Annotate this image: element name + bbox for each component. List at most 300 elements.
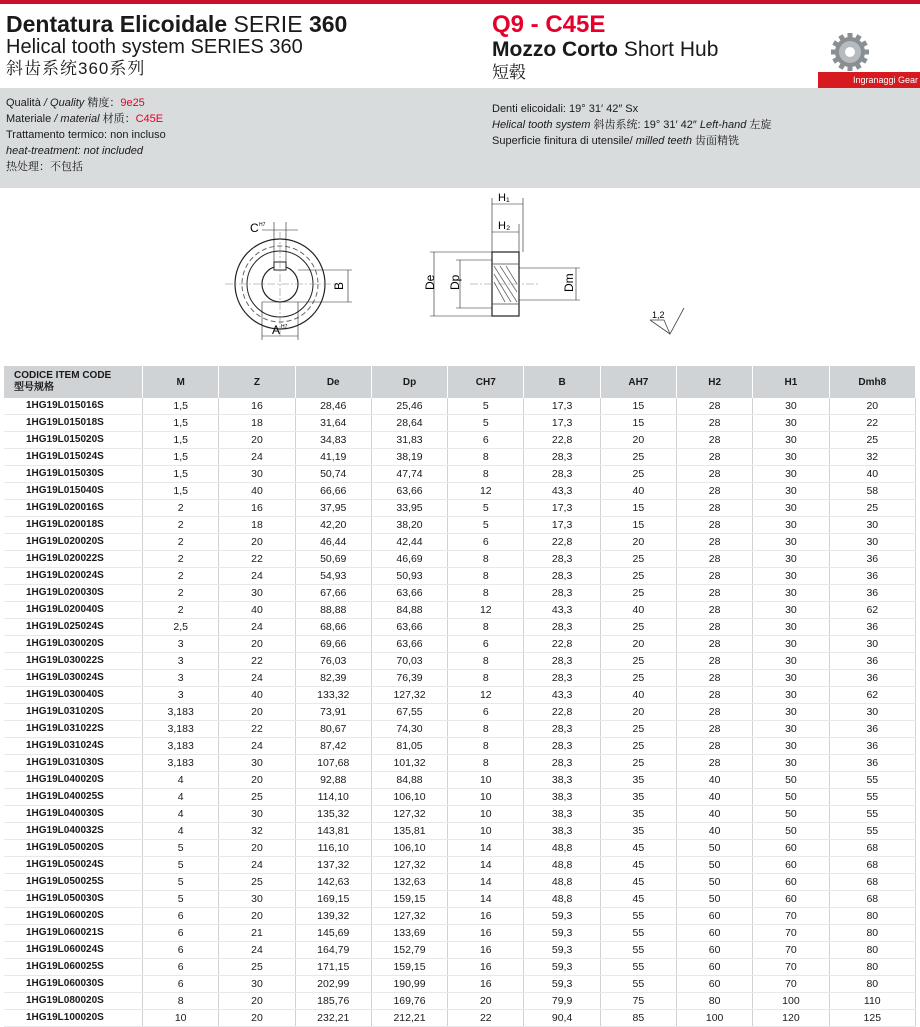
table-cell: 32 (219, 823, 295, 840)
item-code-cell: 1HG19L040025S (4, 789, 143, 806)
item-code-cell: 1HG19L015040S (4, 483, 143, 500)
table-cell: 46,44 (295, 534, 371, 551)
table-cell: 48,8 (524, 840, 600, 857)
front-view (225, 222, 352, 340)
item-code-cell: 1HG19L060025S (4, 959, 143, 976)
product-title-block (492, 12, 718, 84)
spec-quality (6, 95, 166, 111)
table-cell: 30 (753, 653, 829, 670)
table-cell: 28 (677, 534, 753, 551)
table-cell: 55 (600, 942, 676, 959)
table-row (4, 789, 916, 806)
table-cell: 25 (600, 585, 676, 602)
dimension-table (4, 366, 916, 1027)
table-cell: 67,66 (295, 585, 371, 602)
table-row (4, 568, 916, 585)
table-cell: 133,32 (295, 687, 371, 704)
table-cell: 16 (219, 398, 295, 415)
table-cell: 145,69 (295, 925, 371, 942)
table-cell: 8 (448, 568, 524, 585)
title-italian-number: 360 (308, 11, 348, 37)
table-cell: 30 (753, 619, 829, 636)
table-cell: 30 (753, 398, 829, 415)
table-cell: 30 (753, 687, 829, 704)
item-code-cell: 1HG19L060021S (4, 925, 143, 942)
table-cell: 70,03 (371, 653, 447, 670)
page-header (0, 4, 920, 88)
table-cell: 28,46 (295, 398, 371, 415)
table-cell: 202,99 (295, 976, 371, 993)
table-cell: 12 (448, 602, 524, 619)
label-a: A (272, 323, 281, 337)
table-cell: 28,3 (524, 568, 600, 585)
table-cell: 55 (600, 925, 676, 942)
table-cell: 30 (753, 534, 829, 551)
table-cell: 28,3 (524, 738, 600, 755)
table-cell: 40 (829, 466, 915, 483)
table-header-row (4, 366, 916, 398)
table-cell: 50,74 (295, 466, 371, 483)
table-cell: 30 (753, 466, 829, 483)
table-row (4, 500, 916, 517)
table-row (4, 551, 916, 568)
table-cell: 28,3 (524, 755, 600, 772)
table-row (4, 670, 916, 687)
table-cell: 30 (219, 585, 295, 602)
table-cell: 106,10 (371, 789, 447, 806)
item-code-cell: 1HG19L060024S (4, 942, 143, 959)
table-cell: 68 (829, 874, 915, 891)
table-cell: 30 (829, 517, 915, 534)
table-cell: 70 (753, 976, 829, 993)
item-code-cell: 1HG19L031022S (4, 721, 143, 738)
table-cell: 28,64 (371, 415, 447, 432)
table-cell: 40 (600, 483, 676, 500)
table-cell: 30 (753, 585, 829, 602)
product-code: Q9 - C45E (492, 11, 606, 38)
table-cell: 17,3 (524, 517, 600, 534)
table-cell: 6 (448, 432, 524, 449)
item-code-cell: 1HG19L031030S (4, 755, 143, 772)
table-row (4, 857, 916, 874)
table-cell: 135,32 (295, 806, 371, 823)
product-table (4, 366, 916, 1027)
table-cell: 6 (448, 534, 524, 551)
table-cell: 80 (829, 942, 915, 959)
table-cell: 20 (600, 534, 676, 551)
table-row (4, 942, 916, 959)
table-cell: 82,39 (295, 670, 371, 687)
table-cell: 10 (448, 772, 524, 789)
table-cell: 68 (829, 891, 915, 908)
table-cell: 80 (829, 908, 915, 925)
col-header-ah7: AH7 (600, 366, 676, 398)
product-name (492, 38, 718, 62)
table-cell: 22,8 (524, 534, 600, 551)
table-row (4, 466, 916, 483)
table-cell: 10 (143, 1010, 219, 1027)
table-cell: 127,32 (371, 806, 447, 823)
table-cell: 59,3 (524, 942, 600, 959)
table-cell: 6 (143, 976, 219, 993)
table-cell: 8 (448, 551, 524, 568)
table-cell: 25,46 (371, 398, 447, 415)
table-cell: 30 (829, 704, 915, 721)
table-row (4, 993, 916, 1010)
table-row (4, 619, 916, 636)
spec-teeth-it: Denti elicoidali: 19° 31′ 42″ Sx (492, 103, 639, 115)
table-cell: 135,81 (371, 823, 447, 840)
table-cell: 8 (448, 755, 524, 772)
table-cell: 5 (143, 874, 219, 891)
table-cell: 28,3 (524, 585, 600, 602)
table-cell: 100 (677, 1010, 753, 1027)
item-code-cell: 1HG19L080020S (4, 993, 143, 1010)
table-cell: 60 (753, 891, 829, 908)
table-cell: 28 (677, 687, 753, 704)
table-cell: 59,3 (524, 959, 600, 976)
table-cell: 137,32 (295, 857, 371, 874)
table-cell: 24 (219, 568, 295, 585)
teeth-left-hand: Left-hand (699, 119, 750, 131)
table-cell: 74,30 (371, 721, 447, 738)
table-cell: 106,10 (371, 840, 447, 857)
table-cell: 20 (600, 432, 676, 449)
table-cell: 76,03 (295, 653, 371, 670)
table-cell: 24 (219, 738, 295, 755)
table-cell: 17,3 (524, 398, 600, 415)
finish-label-cn: 齿面精铣 (695, 135, 740, 147)
table-cell: 120 (753, 1010, 829, 1027)
table-cell: 50 (677, 891, 753, 908)
table-cell: 4 (143, 806, 219, 823)
table-cell: 67,55 (371, 704, 447, 721)
table-cell: 79,9 (524, 993, 600, 1010)
table-cell: 33,95 (371, 500, 447, 517)
table-row (4, 636, 916, 653)
table-cell: 88,88 (295, 602, 371, 619)
table-cell: 40 (677, 823, 753, 840)
table-cell: 20 (600, 636, 676, 653)
table-cell: 2 (143, 551, 219, 568)
table-cell: 169,76 (371, 993, 447, 1010)
item-code-cell: 1HG19L031020S (4, 704, 143, 721)
brand-label: Ingranaggi Gear (818, 72, 920, 88)
table-row (4, 517, 916, 534)
table-cell: 20 (219, 1010, 295, 1027)
table-cell: 10 (448, 789, 524, 806)
table-cell: 28 (677, 619, 753, 636)
table-row (4, 823, 916, 840)
table-cell: 30 (753, 568, 829, 585)
table-cell: 85 (600, 1010, 676, 1027)
item-code-cell: 1HG19L015016S (4, 398, 143, 415)
item-code-cell: 1HG19L050024S (4, 857, 143, 874)
table-cell: 5 (143, 857, 219, 874)
table-cell: 70 (753, 925, 829, 942)
table-cell: 38,3 (524, 823, 600, 840)
item-code-cell: 1HG19L031024S (4, 738, 143, 755)
table-cell: 22,8 (524, 432, 600, 449)
table-cell: 28,3 (524, 721, 600, 738)
table-cell: 48,8 (524, 857, 600, 874)
table-cell: 25 (600, 738, 676, 755)
table-cell: 54,93 (295, 568, 371, 585)
finish-label-en: milled teeth (632, 135, 696, 147)
table-cell: 25 (219, 789, 295, 806)
finish-label-it: Superficie finitura di utensile/ (492, 135, 633, 147)
table-cell: 30 (753, 636, 829, 653)
table-cell: 20 (219, 908, 295, 925)
table-cell: 36 (829, 738, 915, 755)
table-cell: 15 (600, 415, 676, 432)
table-cell: 133,69 (371, 925, 447, 942)
table-cell: 60 (677, 908, 753, 925)
table-cell: 62 (829, 602, 915, 619)
table-cell: 132,63 (371, 874, 447, 891)
specs-right (492, 101, 771, 149)
table-cell: 20 (829, 398, 915, 415)
table-cell: 20 (219, 432, 295, 449)
col-header-dmh8: Dmh8 (829, 366, 915, 398)
item-code-cell: 1HG19L015030S (4, 466, 143, 483)
table-cell: 59,3 (524, 976, 600, 993)
table-cell: 50 (753, 806, 829, 823)
table-cell: 81,05 (371, 738, 447, 755)
table-cell: 16 (448, 942, 524, 959)
table-cell: 38,20 (371, 517, 447, 534)
table-cell: 8 (448, 466, 524, 483)
teeth-en-label: Helical tooth system (492, 119, 594, 131)
table-cell: 28 (677, 449, 753, 466)
table-cell: 50,93 (371, 568, 447, 585)
table-cell: 8 (448, 738, 524, 755)
table-cell: 28 (677, 551, 753, 568)
table-cell: 35 (600, 806, 676, 823)
table-cell: 3,183 (143, 704, 219, 721)
table-cell: 45 (600, 840, 676, 857)
table-cell: 45 (600, 891, 676, 908)
table-cell: 31,83 (371, 432, 447, 449)
item-code-cell: 1HG19L020020S (4, 534, 143, 551)
table-cell: 18 (219, 415, 295, 432)
table-cell: 80 (829, 959, 915, 976)
table-cell: 171,15 (295, 959, 371, 976)
table-cell: 4 (143, 823, 219, 840)
table-cell: 55 (600, 959, 676, 976)
table-cell: 10 (448, 806, 524, 823)
table-cell: 28 (677, 415, 753, 432)
table-cell: 16 (219, 500, 295, 517)
table-cell: 159,15 (371, 891, 447, 908)
table-cell: 50 (677, 840, 753, 857)
table-cell: 38,3 (524, 789, 600, 806)
table-row (4, 449, 916, 466)
table-cell: 63,66 (371, 585, 447, 602)
table-cell: 159,15 (371, 959, 447, 976)
item-code-cell: 1HG19L100020S (4, 1010, 143, 1027)
table-cell: 50 (677, 857, 753, 874)
table-cell: 22 (219, 653, 295, 670)
table-cell: 22 (219, 551, 295, 568)
table-cell: 25 (829, 500, 915, 517)
label-h2: H₂ (498, 220, 511, 232)
table-body (4, 398, 916, 1027)
table-cell: 20 (600, 704, 676, 721)
table-row (4, 398, 916, 415)
col-header-m: M (143, 366, 219, 398)
table-cell: 41,19 (295, 449, 371, 466)
table-cell: 80 (829, 976, 915, 993)
table-row (4, 874, 916, 891)
table-cell: 16 (448, 959, 524, 976)
table-cell: 60 (753, 874, 829, 891)
table-cell: 42,44 (371, 534, 447, 551)
table-cell: 28 (677, 704, 753, 721)
table-cell: 28 (677, 636, 753, 653)
table-cell: 36 (829, 585, 915, 602)
table-cell: 30 (753, 415, 829, 432)
table-cell: 6 (448, 636, 524, 653)
table-cell: 22 (829, 415, 915, 432)
table-cell: 6 (143, 925, 219, 942)
col-header-h2: H2 (677, 366, 753, 398)
item-code-cell: 1HG19L030022S (4, 653, 143, 670)
table-cell: 25 (600, 449, 676, 466)
table-cell: 28 (677, 517, 753, 534)
table-cell: 30 (219, 755, 295, 772)
table-cell: 30 (829, 534, 915, 551)
table-cell: 59,3 (524, 925, 600, 942)
specs-panel (0, 88, 920, 188)
table-cell: 30 (753, 738, 829, 755)
table-cell: 5 (143, 840, 219, 857)
spec-heat-en: heat-treatment: not included (6, 145, 143, 157)
table-cell: 5 (448, 398, 524, 415)
table-cell: 50 (753, 823, 829, 840)
table-cell: 20 (219, 534, 295, 551)
table-cell: 42,20 (295, 517, 371, 534)
table-cell: 28 (677, 738, 753, 755)
table-cell: 3 (143, 670, 219, 687)
table-cell: 50 (677, 874, 753, 891)
col-header-de: De (295, 366, 371, 398)
table-cell: 25 (219, 959, 295, 976)
table-row (4, 432, 916, 449)
table-cell: 62 (829, 687, 915, 704)
table-cell: 17,3 (524, 415, 600, 432)
table-cell: 25 (600, 721, 676, 738)
table-cell: 70 (753, 908, 829, 925)
table-cell: 24 (219, 449, 295, 466)
table-cell: 8 (448, 449, 524, 466)
col-header-z: Z (219, 366, 295, 398)
table-cell: 35 (600, 789, 676, 806)
table-cell: 47,74 (371, 466, 447, 483)
table-cell: 24 (219, 619, 295, 636)
table-cell: 28,3 (524, 466, 600, 483)
table-cell: 55 (829, 823, 915, 840)
table-cell: 15 (600, 500, 676, 517)
table-cell: 48,8 (524, 874, 600, 891)
table-cell: 60 (677, 925, 753, 942)
table-cell: 139,32 (295, 908, 371, 925)
table-cell: 14 (448, 874, 524, 891)
table-cell: 6 (143, 959, 219, 976)
table-cell: 43,3 (524, 602, 600, 619)
table-row (4, 908, 916, 925)
table-cell: 40 (600, 687, 676, 704)
table-cell: 3,183 (143, 721, 219, 738)
item-code-cell: 1HG19L030040S (4, 687, 143, 704)
table-row (4, 806, 916, 823)
table-cell: 40 (677, 772, 753, 789)
table-cell: 38,19 (371, 449, 447, 466)
table-cell: 20 (219, 772, 295, 789)
table-cell: 28,3 (524, 670, 600, 687)
title-english: Helical tooth system SERIES 360 (6, 36, 303, 58)
table-cell: 30 (753, 704, 829, 721)
table-cell: 25 (600, 755, 676, 772)
table-row (4, 738, 916, 755)
col-header-code-label: CODICE ITEM CODE (14, 370, 112, 381)
title-italian-bold: Dentatura Elicoidale (6, 11, 228, 37)
table-cell: 6 (448, 704, 524, 721)
quality-label-cn: 精度： (87, 97, 121, 109)
table-row (4, 1010, 916, 1027)
technical-drawing (0, 188, 920, 364)
table-cell: 2 (143, 517, 219, 534)
table-cell: 28,3 (524, 619, 600, 636)
table-row (4, 585, 916, 602)
gear-icon (828, 28, 872, 72)
item-code-cell: 1HG19L020024S (4, 568, 143, 585)
col-header-code (4, 366, 143, 398)
table-cell: 12 (448, 483, 524, 500)
table-cell: 30 (219, 466, 295, 483)
item-code-cell: 1HG19L050025S (4, 874, 143, 891)
table-row (4, 534, 916, 551)
table-cell: 30 (753, 551, 829, 568)
col-header-code-cn: 型号规格 (14, 382, 54, 393)
item-code-cell: 1HG19L020022S (4, 551, 143, 568)
table-cell: 30 (753, 755, 829, 772)
table-cell: 6 (143, 942, 219, 959)
table-cell: 5 (448, 517, 524, 534)
table-cell: 22 (448, 1010, 524, 1027)
table-cell: 50 (753, 789, 829, 806)
col-header-ch7: CH7 (448, 366, 524, 398)
table-cell: 55 (600, 908, 676, 925)
teeth-left-hand-cn: 左旋 (749, 119, 772, 131)
table-cell: 87,42 (295, 738, 371, 755)
item-code-cell: 1HG19L015024S (4, 449, 143, 466)
table-cell: 127,32 (371, 908, 447, 925)
table-cell: 14 (448, 891, 524, 908)
material-label-it: Materiale (6, 113, 52, 125)
table-cell: 63,66 (371, 619, 447, 636)
table-cell: 21 (219, 925, 295, 942)
table-cell: 58 (829, 483, 915, 500)
item-code-cell: 1HG19L020040S (4, 602, 143, 619)
table-cell: 3 (143, 636, 219, 653)
table-cell: 30 (753, 721, 829, 738)
table-cell: 4 (143, 772, 219, 789)
table-cell: 45 (600, 874, 676, 891)
table-cell: 70 (753, 942, 829, 959)
table-cell: 28,3 (524, 551, 600, 568)
table-row (4, 483, 916, 500)
